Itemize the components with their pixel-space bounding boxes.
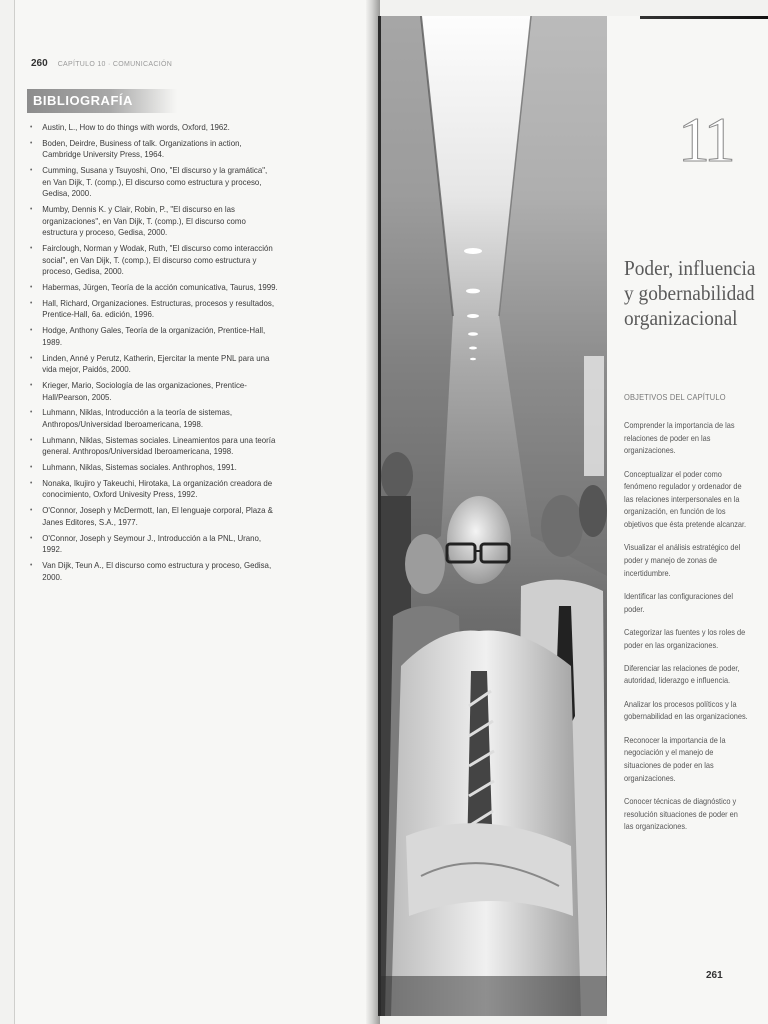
reference-item bbox=[29, 435, 278, 458]
bullet-icon: • bbox=[29, 479, 33, 487]
page-number-right: 261 bbox=[706, 970, 723, 981]
running-head bbox=[31, 58, 172, 69]
reference-item bbox=[29, 204, 278, 239]
bullet-icon: • bbox=[29, 245, 33, 253]
objective-item: Categorizar las fuentes y los roles de poder en las organizaciones. bbox=[624, 627, 746, 650]
reference-text: Nonaka, Ikujiro y Takeuchi, Hirotaka, La organización creadora de conocimiento, Oxford Univesity Press, 1992. bbox=[42, 477, 273, 500]
reference-text: O'Connor, Joseph y McDermott, Ian, El lenguaje corporal, Plaza & Janes Editores, S.A., 1977. bbox=[42, 505, 273, 527]
reference-text: Austin, L., How to do things with words, Oxford, 1962. bbox=[42, 122, 230, 132]
reference-item bbox=[29, 165, 278, 200]
chapter-opener-photo bbox=[381, 16, 607, 1016]
reference-text: Hodge, Anthony Gales, Teoría de la organización, Prentice-Hall, 1989. bbox=[42, 325, 266, 347]
running-head-text: CAPÍTULO 10 · COMUNICACIÓN bbox=[57, 61, 173, 68]
objective-item: Conceptualizar el poder como fenómeno regulador y ordenador de las relaciones interpersonales en la organización, en función de los objetivos que ésta pretende alcanzar. bbox=[624, 469, 747, 529]
reference-text: O'Connor, Joseph y Seymour J., Introducción a la PNL, Urano, 1992. bbox=[42, 532, 262, 555]
left-page bbox=[14, 0, 369, 1024]
bullet-icon: • bbox=[29, 381, 33, 389]
chapter-number: 11 bbox=[678, 104, 732, 175]
bullet-icon: • bbox=[29, 562, 33, 569]
bullet-icon: • bbox=[29, 534, 33, 542]
reference-text: Krieger, Mario, Sociología de las organizaciones, Prentice-Hall/Pearson, 2005. bbox=[42, 379, 247, 402]
reference-item bbox=[29, 298, 278, 321]
bullet-icon: • bbox=[29, 507, 33, 515]
bullet-icon: • bbox=[29, 464, 33, 472]
reference-text: Linden, Anné y Perutz, Katherin, Ejercitar la mente PNL para una vida mejor, Paidós, 2000. bbox=[42, 352, 270, 375]
reference-text: Luhmann, Niklas, Introducción a la teoría de sistemas, Anthropos/Universidad Iberoamericana, 1998. bbox=[42, 407, 233, 429]
reference-text: Luhmann, Niklas, Sistemas sociales. Lineamientos para una teoría general. Anthropos/Universidad Iberoamericana, 1998. bbox=[42, 434, 276, 457]
reference-text: Boden, Deirdre, Business of talk. Organizations in action, Cambridge University Press, 1964. bbox=[42, 137, 242, 160]
reference-item bbox=[29, 505, 278, 528]
objective-item: Visualizar el análisis estratégico del poder y manejo de zonas de incertidumbre. bbox=[624, 543, 741, 578]
objective-item: Reconocer la importancia de la negociación y el manejo de situaciones de poder en las organizaciones. bbox=[624, 735, 726, 783]
chapter-title bbox=[624, 256, 768, 331]
bullet-icon: • bbox=[29, 139, 33, 147]
objective-item: Comprender la importancia de las relaciones de poder en las organizaciones. bbox=[624, 421, 735, 456]
bibliography-title: BIBLIOGRAFÍA bbox=[33, 93, 133, 108]
reference-item bbox=[29, 243, 278, 278]
reference-item bbox=[29, 478, 278, 501]
top-rule bbox=[640, 16, 768, 19]
reference-text: Hall, Richard, Organizaciones. Estructuras, procesos y resultados, Prentice-Hall, 6a. edición, 1996. bbox=[42, 297, 275, 320]
reference-item bbox=[29, 462, 278, 474]
reference-item bbox=[29, 138, 278, 161]
bullet-icon: • bbox=[29, 299, 33, 307]
reference-text: Fairclough, Norman y Wodak, Ruth, "El discurso como interacción social", en Van Dijk, T. (comp.), El discurso como estructura y proceso, Gedisa, 2000. bbox=[42, 243, 273, 277]
chapter-title-line: y gobernabilidad bbox=[624, 281, 755, 305]
bullet-icon: • bbox=[29, 436, 33, 444]
chapter-title-line: Poder, influencia bbox=[624, 256, 756, 280]
reference-list bbox=[29, 122, 291, 587]
reference-item bbox=[29, 122, 278, 134]
reference-text: Mumby, Dennis K. y Clair, Robin, P., "El discurso en las organizaciones", en Van Dijk, T. (comp.), El discurso como estructura y proceso, Gedisa, 2000. bbox=[42, 204, 246, 238]
reference-item bbox=[29, 560, 278, 583]
reference-item bbox=[29, 353, 278, 376]
bullet-icon: • bbox=[29, 167, 33, 175]
reference-item bbox=[29, 380, 278, 403]
bullet-icon: • bbox=[29, 354, 33, 362]
reference-item bbox=[29, 325, 278, 348]
objective-item: Diferenciar las relaciones de poder, autoridad, liderazgo e influencia. bbox=[624, 663, 740, 686]
objectives-heading: OBJETIVOS DEL CAPÍTULO bbox=[624, 392, 726, 402]
reference-text: Van Dijk, Teun A., El discurso como estructura y proceso, Gedisa, 2000. bbox=[42, 560, 272, 582]
reference-item bbox=[29, 533, 278, 556]
bullet-icon: • bbox=[29, 284, 33, 292]
page-number-left: 260 bbox=[31, 58, 48, 69]
objective-item: Conocer técnicas de diagnóstico y resolución situaciones de poder en las organizaciones. bbox=[624, 797, 738, 832]
objective-item: Identificar las configuraciones del poder. bbox=[624, 591, 733, 614]
bibliography-banner bbox=[27, 89, 177, 113]
reference-text: Habermas, Jürgen, Teoría de la acción comunicativa, Taurus, 1999. bbox=[42, 282, 278, 293]
objectives-list bbox=[624, 420, 748, 845]
reference-item bbox=[29, 282, 278, 294]
group-of-business-people-photo bbox=[381, 16, 607, 1016]
reference-item bbox=[29, 407, 278, 430]
bullet-icon: • bbox=[29, 409, 33, 417]
bullet-icon: • bbox=[29, 206, 33, 214]
objective-item: Analizar los procesos políticos y la gobernabilidad en las organizaciones. bbox=[624, 699, 748, 722]
reference-text: Cumming, Susana y Tsuyoshi, Ono, "El discurso y la gramática", en Van Dijk, T. (comp.), El discurso como estructura y proceso, Gedisa, 2000. bbox=[42, 165, 268, 199]
bullet-icon: • bbox=[29, 327, 33, 335]
chapter-title-line: organizacional bbox=[624, 306, 738, 330]
reference-text: Luhmann, Niklas, Sistemas sociales. Anthrophos, 1991. bbox=[42, 462, 237, 473]
bullet-icon: • bbox=[29, 124, 33, 131]
